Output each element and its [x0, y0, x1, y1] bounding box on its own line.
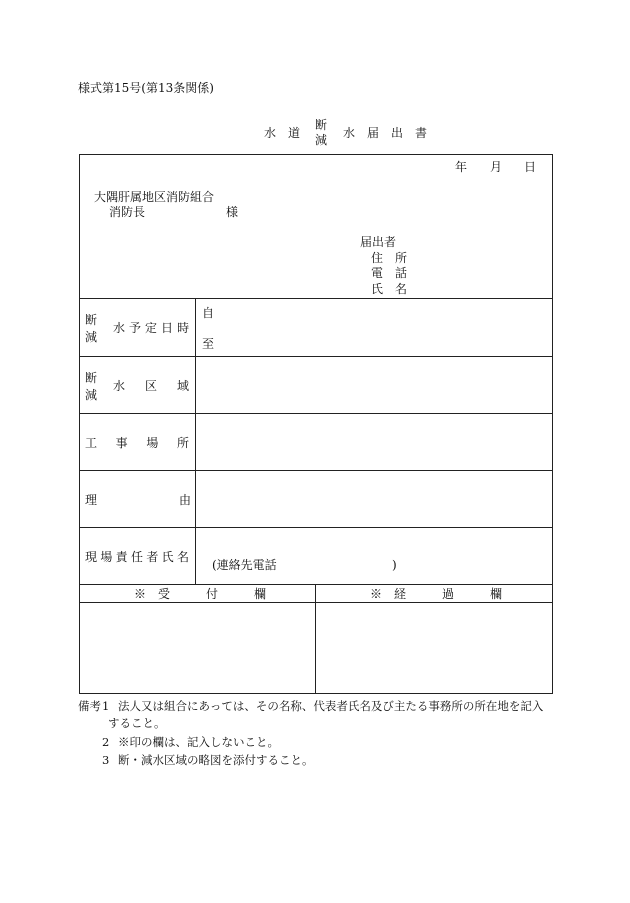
label-char: 定 — [145, 321, 162, 335]
note-1-text: 法人又は組合にあっては、その名称、代表者氏名及び主たる事務所の所在地を記入 — [118, 699, 544, 713]
reason-label-right: 由 — [179, 493, 192, 507]
label-char: 区 — [144, 379, 157, 393]
schedule-label-main — [113, 321, 194, 335]
label-char: 責 — [115, 550, 128, 564]
title-left: 水 道 — [264, 126, 301, 140]
divider — [79, 356, 553, 357]
note-1-cont: すること。 — [108, 716, 166, 730]
reason-label-left: 理 — [85, 493, 98, 507]
addressee-line1: 大隅肝属地区消防組合 — [94, 190, 215, 204]
addressee-honorific: 様 — [226, 205, 239, 219]
area-label-top: 断 — [85, 371, 98, 385]
note-2-num: 2 — [102, 735, 110, 749]
label-char: 事 — [115, 436, 128, 450]
schedule-label-bottom: 減 — [85, 330, 98, 344]
label-char: 任 — [130, 550, 143, 564]
notes-heading: 備考 — [78, 699, 101, 713]
addressee-line2: 消防長 — [109, 205, 146, 219]
title-stacked-top: 断 — [315, 118, 328, 132]
label-char: 所 — [176, 436, 189, 450]
divider — [79, 470, 553, 471]
schedule-from-label: 自 — [202, 306, 215, 320]
label-char: 場 — [100, 550, 113, 564]
title-right: 水 届 出 書 — [343, 126, 428, 140]
divider — [79, 298, 553, 299]
schedule-label-main-text — [113, 321, 194, 335]
label-char: 日 — [161, 321, 178, 335]
phone-label: 電 話 — [371, 266, 408, 280]
table-bottom-border — [79, 693, 553, 694]
label-char: 水 — [113, 321, 130, 335]
date-day-label: 日 — [524, 160, 537, 174]
note-1-num: 1 — [102, 699, 110, 713]
label-char: 氏 — [161, 550, 174, 564]
label-char: 予 — [129, 321, 146, 335]
label-char: 現 — [85, 550, 98, 564]
name-label: 氏 名 — [371, 282, 408, 296]
table-top-border — [79, 154, 553, 155]
schedule-to-label: 至 — [202, 337, 215, 351]
site-label — [85, 436, 189, 450]
bottom-section-divider — [315, 584, 316, 694]
label-column-divider — [195, 298, 196, 585]
date-year-label: 年 — [455, 160, 468, 174]
area-label-main — [113, 379, 189, 393]
reception-label: ※ 受 付 欄 — [134, 587, 267, 601]
divider — [79, 584, 553, 585]
applicant-heading: 届出者 — [360, 235, 397, 249]
title-stacked-bottom: 減 — [315, 133, 328, 147]
note-3-text: 断・減水区域の略図を添付すること。 — [118, 753, 314, 767]
manager-contact-close: ) — [392, 558, 397, 572]
schedule-label-top: 断 — [85, 313, 98, 327]
note-2-text: ※印の欄は、記入しないこと。 — [118, 735, 279, 749]
note-3-num: 3 — [102, 753, 110, 767]
divider — [79, 413, 553, 414]
area-label-bottom: 減 — [85, 388, 98, 402]
label-char: 水 — [113, 379, 126, 393]
label-char: 時 — [177, 321, 194, 335]
manager-label — [85, 550, 189, 564]
label-char: 場 — [146, 436, 159, 450]
address-label: 住 所 — [371, 251, 408, 265]
progress-label: ※ 経 過 欄 — [370, 587, 503, 601]
divider — [79, 527, 553, 528]
table-right-border — [552, 154, 553, 694]
manager-contact-open: (連絡先電話 — [212, 558, 277, 572]
form-number: 様式第15号(第13条関係) — [78, 81, 214, 95]
label-char: 名 — [176, 550, 189, 564]
divider — [79, 602, 553, 603]
table-left-border — [79, 154, 80, 694]
label-char: 者 — [146, 550, 159, 564]
label-char: 域 — [176, 379, 189, 393]
label-char: 工 — [85, 436, 98, 450]
date-month-label: 月 — [490, 160, 503, 174]
